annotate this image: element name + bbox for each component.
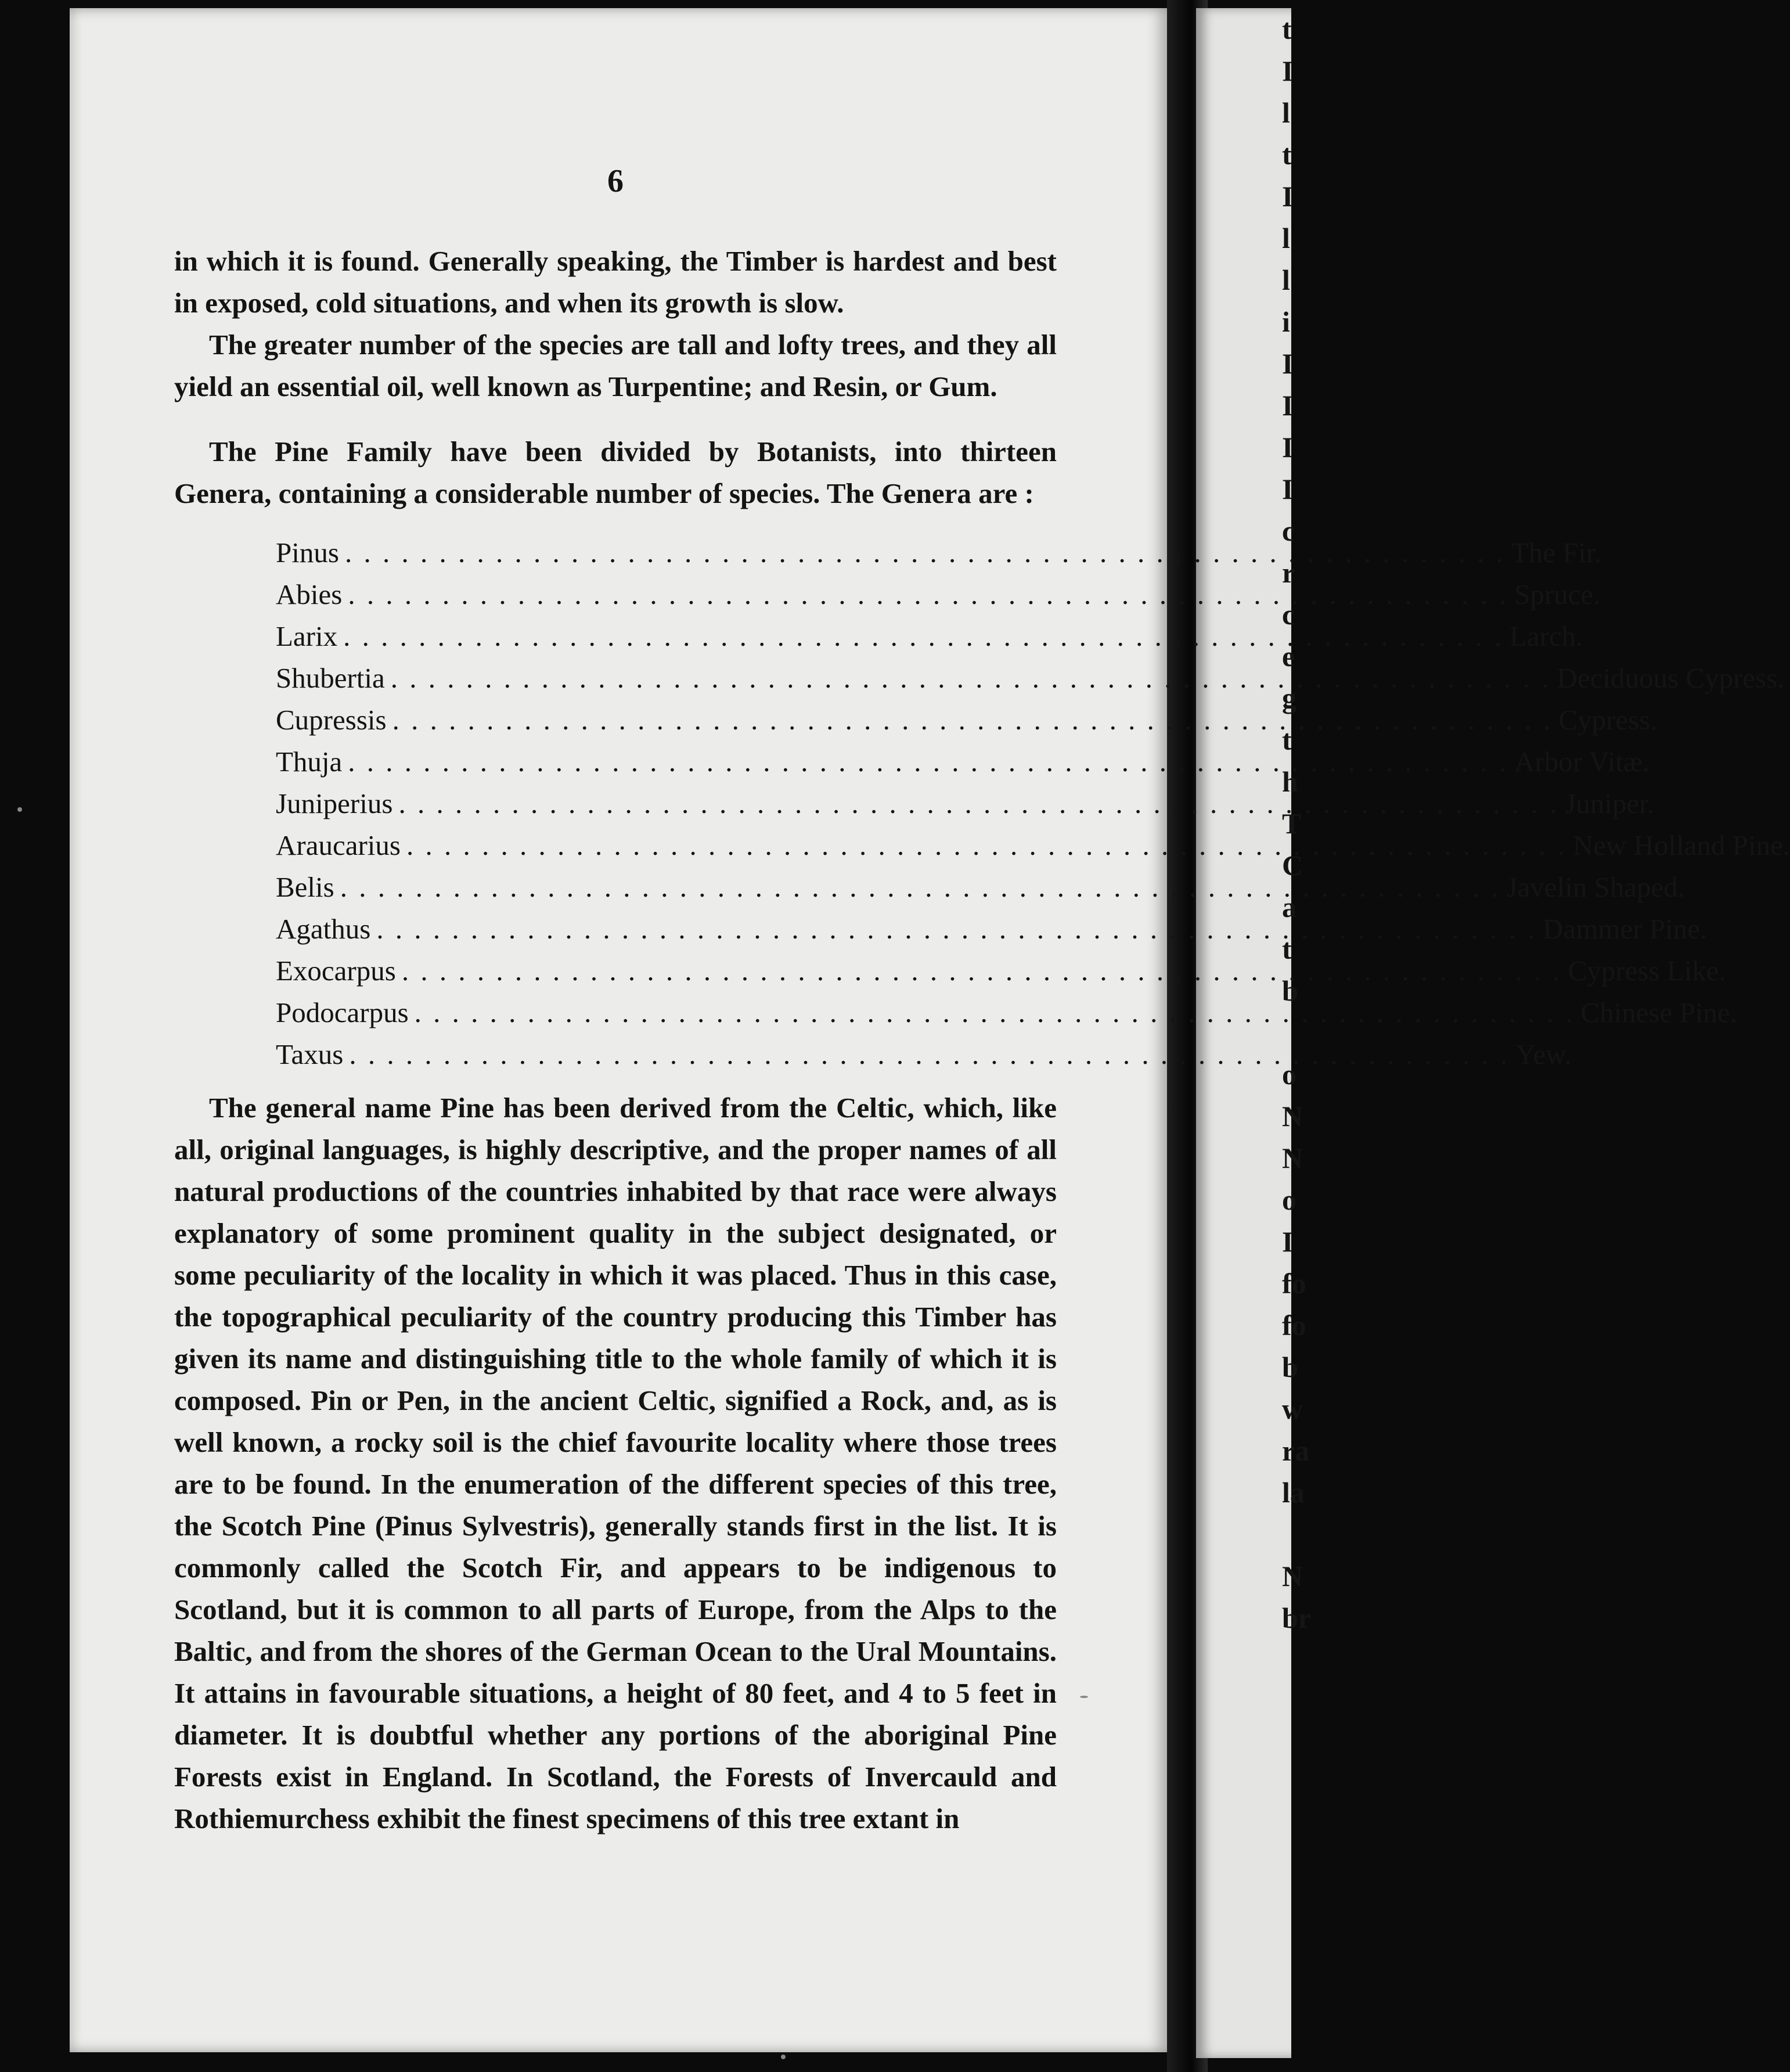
genus-row <box>276 908 1708 950</box>
genus-common-name: Chinese Pine. <box>1580 997 1737 1028</box>
genus-latin-name: Cupressis <box>276 704 387 736</box>
genus-latin-name: Taxus <box>276 1038 344 1070</box>
genus-row <box>276 783 1654 825</box>
genus-common-name: Larch. <box>1509 620 1583 652</box>
genus-latin-name: Larix <box>276 620 338 652</box>
genus-latin-name: Juniperius <box>276 787 393 819</box>
genus-row <box>276 574 1601 616</box>
genus-row <box>276 1034 1572 1075</box>
leader-dots <box>392 699 1553 741</box>
scan-speck <box>781 2055 786 2059</box>
genera-list <box>276 532 1790 1075</box>
leader-dots <box>415 992 1575 1034</box>
genus-latin-name: Belis <box>276 871 334 903</box>
scan-speck <box>1080 1696 1088 1698</box>
genus-common-name: Juniper. <box>1565 787 1654 819</box>
leader-dots <box>391 657 1551 699</box>
genus-row <box>276 657 1785 699</box>
genus-common-name: Spruce. <box>1514 578 1601 610</box>
scan-speck <box>17 807 22 812</box>
genus-latin-name: Shubertia <box>276 662 385 694</box>
genus-common-name: Javelin Shaped. <box>1506 871 1685 903</box>
page-number: 6 <box>607 163 624 199</box>
leader-dots <box>402 950 1562 992</box>
genus-row <box>276 699 1658 741</box>
genus-row <box>276 992 1737 1034</box>
leader-dots <box>348 574 1508 616</box>
genus-common-name: Arbor Vitæ. <box>1514 746 1650 778</box>
genus-row <box>276 866 1685 908</box>
genus-latin-name: Thuja <box>276 746 343 778</box>
genus-row <box>276 616 1583 657</box>
genus-common-name: Cypress. <box>1558 704 1658 736</box>
genus-row <box>276 950 1726 992</box>
leader-dots <box>398 783 1559 825</box>
genus-row <box>276 532 1601 574</box>
genus-latin-name: Podocarpus <box>276 997 409 1028</box>
paragraph-genera-intro: The Pine Family have been divided by Botanists, into thirteen Genera, containing a considerable number of species. The Genera are : <box>174 436 1057 509</box>
leader-dots <box>406 825 1567 866</box>
genus-latin-name: Abies <box>276 578 343 610</box>
genus-row <box>276 741 1650 783</box>
genus-latin-name: Araucarius <box>276 829 401 861</box>
leader-dots <box>348 741 1508 783</box>
genus-common-name: The Fir. <box>1511 537 1601 569</box>
facing-page-text: t I l t I l l i I I I I c r c e g t h T C a t b o N N o I fo fo b w ra la N br <box>1282 13 1311 1634</box>
genus-row <box>276 825 1790 866</box>
genus-common-name: Deciduous Cypress. <box>1557 662 1785 694</box>
genus-common-name: Yew. <box>1515 1038 1572 1070</box>
genus-latin-name: Pinus <box>276 537 339 569</box>
genus-latin-name: Exocarpus <box>276 955 396 987</box>
leader-dots <box>340 866 1501 908</box>
genus-latin-name: Agathus <box>276 913 371 945</box>
genus-common-name: Cypress Like. <box>1568 955 1726 987</box>
paragraph-species: The greater number of the species are tall and lofty trees, and they all yield an essential oil, well known as Turpentine; and Resin, or Gum. <box>174 329 1057 402</box>
leader-dots <box>345 532 1506 574</box>
genus-common-name: Dammer Pine. <box>1543 913 1708 945</box>
leader-dots <box>349 1034 1510 1075</box>
paragraph-pine-name: The general name Pine has been derived from the Celtic, which, like all, original languages, is highly descriptive, and the proper names of all natural productions of the countries inhabited by that race were always explanatory of some prominent quality in the subject designated, or some peculiarity of the locality in which it was placed. Thus in this case, the topographical peculiarity of the country producing this Timber has given its name and distinguishing title to the whole family of which it is composed. Pin or Pen, in the ancient Celtic, signified a Rock, and, as is well known, a rocky soil is the chief favourite locality where those trees are to be found. In the enumeration of the different species of this tree, the Scotch Pine (Pinus Sylvestris), generally stands first in the list. It is commonly called the Scotch Fir, and appears to be indigenous to Scotland, but it is common to all parts of Europe, from the Alps to the Baltic, and from the shores of the German Ocean to the Ural Mountains. It attains in favourable situations, a height of 80 feet, and 4 to 5 feet in diameter. It is doubtful whether any portions of the aboriginal Pine Forests exist in England. In Scotland, the Forests of Invercauld and Rothiemurchess exhibit the finest specimens of this tree extant in <box>174 1092 1057 1834</box>
paragraph-continuation: in which it is found. Generally speaking, the Timber is hardest and best in exposed, cold situations, and when its growth is slow. <box>174 245 1057 319</box>
leader-dots <box>376 908 1537 950</box>
leader-dots <box>343 616 1504 657</box>
genus-common-name: New Holland Pine. <box>1572 829 1790 861</box>
